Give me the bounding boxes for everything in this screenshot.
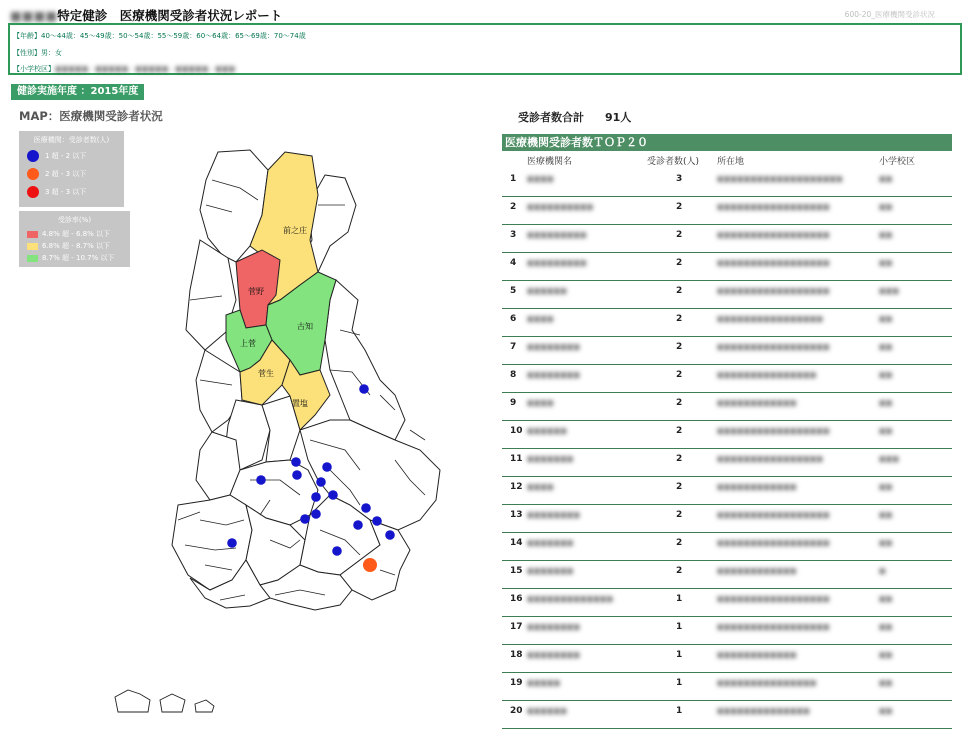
row-address: ■■■■■■■■■■■■■■■■ <box>717 315 823 323</box>
row-school: ■■ <box>879 371 893 379</box>
row-count: 2 <box>676 538 683 548</box>
region-label-kochi: 古知 <box>297 322 313 331</box>
blue-dot-icon <box>27 150 39 162</box>
row-clinic-name: ■■■■■■■■ <box>527 511 580 519</box>
row-count: 1 <box>676 622 683 632</box>
row-count: 1 <box>676 650 683 660</box>
legend-count-title: 医療機関：受診者数(人) <box>33 136 110 144</box>
row-address: ■■■■■■■■■■■■■■ <box>717 707 810 715</box>
filter-school-label: 【小学校区】 <box>13 65 55 73</box>
row-rank: 4 <box>510 258 517 268</box>
table-row[interactable] <box>502 364 952 393</box>
row-count: 1 <box>676 594 683 604</box>
green-swatch-icon <box>27 255 38 262</box>
year-badge: 健診実施年度 ：2015年度 <box>11 84 144 100</box>
table-row[interactable] <box>502 672 952 701</box>
clinic-marker[interactable] <box>227 538 237 548</box>
row-school: ■■ <box>879 315 893 323</box>
row-rank: 1 <box>510 174 517 184</box>
row-clinic-name: ■■■■■■■ <box>527 539 574 547</box>
row-clinic-name: ■■■■■■■ <box>527 455 574 463</box>
row-school: ■■■ <box>879 287 899 295</box>
clinic-marker[interactable] <box>316 477 326 487</box>
region-label-sugeno: 菅野 <box>248 287 264 296</box>
top20-header: 医療機関受診者数ＴＯＰ２０ <box>502 134 952 151</box>
page-title-main: 特定健診 医療機関受診者状況レポート <box>57 8 283 23</box>
row-school: ■■■ <box>879 455 899 463</box>
clinic-marker[interactable] <box>359 384 369 394</box>
total-label: 受診者数合計 <box>518 111 584 124</box>
row-rank: 14 <box>510 538 523 548</box>
row-count: 1 <box>676 678 683 688</box>
row-school: ■■ <box>879 203 893 211</box>
row-count: 2 <box>676 398 683 408</box>
row-count: 2 <box>676 230 683 240</box>
row-count: 2 <box>676 482 683 492</box>
table-row[interactable] <box>502 700 952 729</box>
clinic-marker[interactable] <box>332 546 342 556</box>
table-row[interactable] <box>502 224 952 253</box>
row-clinic-name: ■■■■ <box>527 315 554 323</box>
clinic-marker[interactable] <box>361 503 371 513</box>
region-label-maenosho: 前之庄 <box>283 226 307 235</box>
col-header-school: 小学校区 <box>879 157 916 167</box>
row-school: ■ <box>879 567 886 575</box>
clinic-marker[interactable] <box>300 514 310 524</box>
region-label-sugou: 菅生 <box>258 369 274 378</box>
orange-dot-icon <box>27 168 39 180</box>
row-school: ■■ <box>879 595 893 603</box>
row-clinic-name: ■■■■■■■■ <box>527 623 580 631</box>
legend-rate-item: 4.8% 超 - 6.8% 以下 <box>27 229 110 239</box>
legend-rate <box>19 211 130 267</box>
row-address: ■■■■■■■■■■■■ <box>717 567 797 575</box>
col-header-name: 医療機関名 <box>527 157 573 167</box>
row-count: 2 <box>676 566 683 576</box>
table-row[interactable] <box>502 252 952 281</box>
row-clinic-name: ■■■■■■■■■ <box>527 259 587 267</box>
row-address: ■■■■■■■■■■■■■■■■■ <box>717 595 830 603</box>
row-clinic-name: ■■■■ <box>527 399 554 407</box>
clinic-marker[interactable] <box>385 530 395 540</box>
row-school: ■■ <box>879 651 893 659</box>
row-rank: 3 <box>510 230 517 240</box>
row-address: ■■■■■■■■■■■■■■■■■ <box>717 511 830 519</box>
row-school: ■■ <box>879 679 893 687</box>
legend-count-item: 2 超 - 3 以下 <box>27 168 86 180</box>
clinic-marker[interactable] <box>311 492 321 502</box>
row-count: 2 <box>676 454 683 464</box>
row-count: 2 <box>676 202 683 212</box>
table-row[interactable] <box>502 168 952 197</box>
filter-age: 【年齢】40～44歳：45～49歳：50～54歳：55～59歳：60～64歳：65～69歳：70～74歳 <box>13 32 306 40</box>
table-row[interactable] <box>502 560 952 589</box>
clinic-marker-large[interactable] <box>363 558 377 572</box>
filter-sex: 【性別】男：女 <box>13 49 62 57</box>
row-rank: 6 <box>510 314 517 324</box>
row-clinic-name: ■■■■■■■■■■ <box>527 203 594 211</box>
table-row[interactable] <box>502 420 952 449</box>
row-address: ■■■■■■■■■■■■■■■■■ <box>717 623 830 631</box>
row-school: ■■ <box>879 539 893 547</box>
row-rank: 20 <box>510 706 523 716</box>
filter-school-value: ■■■■■、■■■■■、■■■■■、■■■■■、■■■ <box>55 65 236 73</box>
row-address: ■■■■■■■■■■■■■■■■■ <box>717 427 830 435</box>
clinic-marker[interactable] <box>353 520 363 530</box>
col-header-address: 所在地 <box>717 157 745 167</box>
row-school: ■■ <box>879 231 893 239</box>
table-row[interactable] <box>502 532 952 561</box>
table-row[interactable] <box>502 504 952 533</box>
total-value: 91人 <box>605 111 632 124</box>
row-count: 2 <box>676 426 683 436</box>
row-clinic-name: ■■■■■■■■■■■■■ <box>527 595 613 603</box>
row-clinic-name: ■■■■■■■■ <box>527 651 580 659</box>
row-address: ■■■■■■■■■■■■ <box>717 483 797 491</box>
row-count: 2 <box>676 258 683 268</box>
row-address: ■■■■■■■■■■■■■■■ <box>717 679 817 687</box>
row-clinic-name: ■■■■■■■■ <box>527 343 580 351</box>
row-address: ■■■■■■■■■■■■ <box>717 399 797 407</box>
clinic-marker[interactable] <box>256 475 266 485</box>
row-rank: 10 <box>510 426 523 436</box>
row-rank: 5 <box>510 286 517 296</box>
col-header-count: 受診者数(人) <box>647 157 700 167</box>
table-row[interactable] <box>502 280 952 309</box>
row-count: 2 <box>676 286 683 296</box>
row-school: ■■ <box>879 511 893 519</box>
row-rank: 19 <box>510 678 523 688</box>
row-clinic-name: ■■■■ <box>527 175 554 183</box>
table-row[interactable] <box>502 476 952 505</box>
row-rank: 17 <box>510 622 523 632</box>
table-row[interactable] <box>502 616 952 645</box>
row-count: 2 <box>676 314 683 324</box>
row-school: ■■ <box>879 399 893 407</box>
row-rank: 8 <box>510 370 517 380</box>
row-address: ■■■■■■■■■■■■■■■■■ <box>717 203 830 211</box>
row-count: 1 <box>676 706 683 716</box>
row-address: ■■■■■■■■■■■■■■■■■ <box>717 259 830 267</box>
row-rank: 11 <box>510 454 523 464</box>
yellow-swatch-icon <box>27 243 38 250</box>
row-rank: 18 <box>510 650 523 660</box>
row-rank: 16 <box>510 594 523 604</box>
row-count: 3 <box>676 174 683 184</box>
red-swatch-icon <box>27 231 38 238</box>
row-clinic-name: ■■■■■ <box>527 679 561 687</box>
row-clinic-name: ■■■■■■■■■ <box>527 231 587 239</box>
map-region[interactable] <box>325 280 405 440</box>
clinic-marker[interactable] <box>372 516 382 526</box>
region-label-kamisuge: 上菅 <box>240 339 256 348</box>
clinic-marker[interactable] <box>311 509 321 519</box>
table-row[interactable] <box>502 308 952 337</box>
city-name: ■■■■ <box>10 8 58 23</box>
table-row[interactable] <box>502 644 952 673</box>
row-address: ■■■■■■■■■■■■■■■■■ <box>717 539 830 547</box>
row-clinic-name: ■■■■■■ <box>527 707 567 715</box>
row-clinic-name: ■■■■ <box>527 483 554 491</box>
row-clinic-name: ■■■■■■■■ <box>527 371 580 379</box>
table-row[interactable] <box>502 336 952 365</box>
row-school: ■■ <box>879 343 893 351</box>
row-address: ■■■■■■■■■■■■■■■■■ <box>717 343 830 351</box>
legend-count-item: 1 超 - 2 以下 <box>27 150 86 162</box>
row-rank: 9 <box>510 398 517 408</box>
clinic-marker[interactable] <box>292 470 302 480</box>
row-school: ■■ <box>879 707 893 715</box>
clinic-marker[interactable] <box>322 462 332 472</box>
row-school: ■■ <box>879 427 893 435</box>
row-address: ■■■■■■■■■■■■■■■ <box>717 371 817 379</box>
clinic-marker[interactable] <box>291 457 301 467</box>
region-label-ojio: 置塩 <box>292 399 308 408</box>
row-address: ■■■■■■■■■■■■■■■■ <box>717 455 823 463</box>
legend-count-item: 3 超 - 3 以下 <box>27 186 86 198</box>
row-rank: 7 <box>510 342 517 352</box>
row-school: ■■ <box>879 483 893 491</box>
red-dot-icon <box>27 186 39 198</box>
row-address: ■■■■■■■■■■■■■■■■■ <box>717 287 830 295</box>
table-column-headers <box>502 153 952 167</box>
row-rank: 12 <box>510 482 523 492</box>
row-clinic-name: ■■■■■■ <box>527 427 567 435</box>
row-rank: 15 <box>510 566 523 576</box>
row-clinic-name: ■■■■■■■ <box>527 567 574 575</box>
row-school: ■■ <box>879 175 893 183</box>
row-count: 2 <box>676 370 683 380</box>
legend-rate-title: 受診率(%) <box>57 216 92 224</box>
table-row[interactable] <box>502 448 952 477</box>
legend-rate-item: 6.8% 超 - 8.7% 以下 <box>27 241 110 251</box>
row-count: 2 <box>676 342 683 352</box>
row-address: ■■■■■■■■■■■■■■■■■■■ <box>717 175 843 183</box>
row-address: ■■■■■■■■■■■■■■■■■ <box>717 231 830 239</box>
map-title: MAP：医療機関受診者状況 <box>19 109 163 123</box>
clinic-marker[interactable] <box>328 490 338 500</box>
row-rank: 13 <box>510 510 523 520</box>
row-school: ■■ <box>879 623 893 631</box>
row-school: ■■ <box>879 259 893 267</box>
table-row[interactable] <box>502 588 952 617</box>
row-count: 2 <box>676 510 683 520</box>
table-row[interactable] <box>502 392 952 421</box>
row-rank: 2 <box>510 202 517 212</box>
legend-rate-item: 8.7% 超 - 10.7% 以下 <box>27 253 114 263</box>
table-row[interactable] <box>502 196 952 225</box>
row-clinic-name: ■■■■■■ <box>527 287 567 295</box>
page-code: 600-20_医療機関受診状況 <box>844 10 935 19</box>
legend-count <box>19 131 124 207</box>
row-address: ■■■■■■■■■■■■ <box>717 651 797 659</box>
